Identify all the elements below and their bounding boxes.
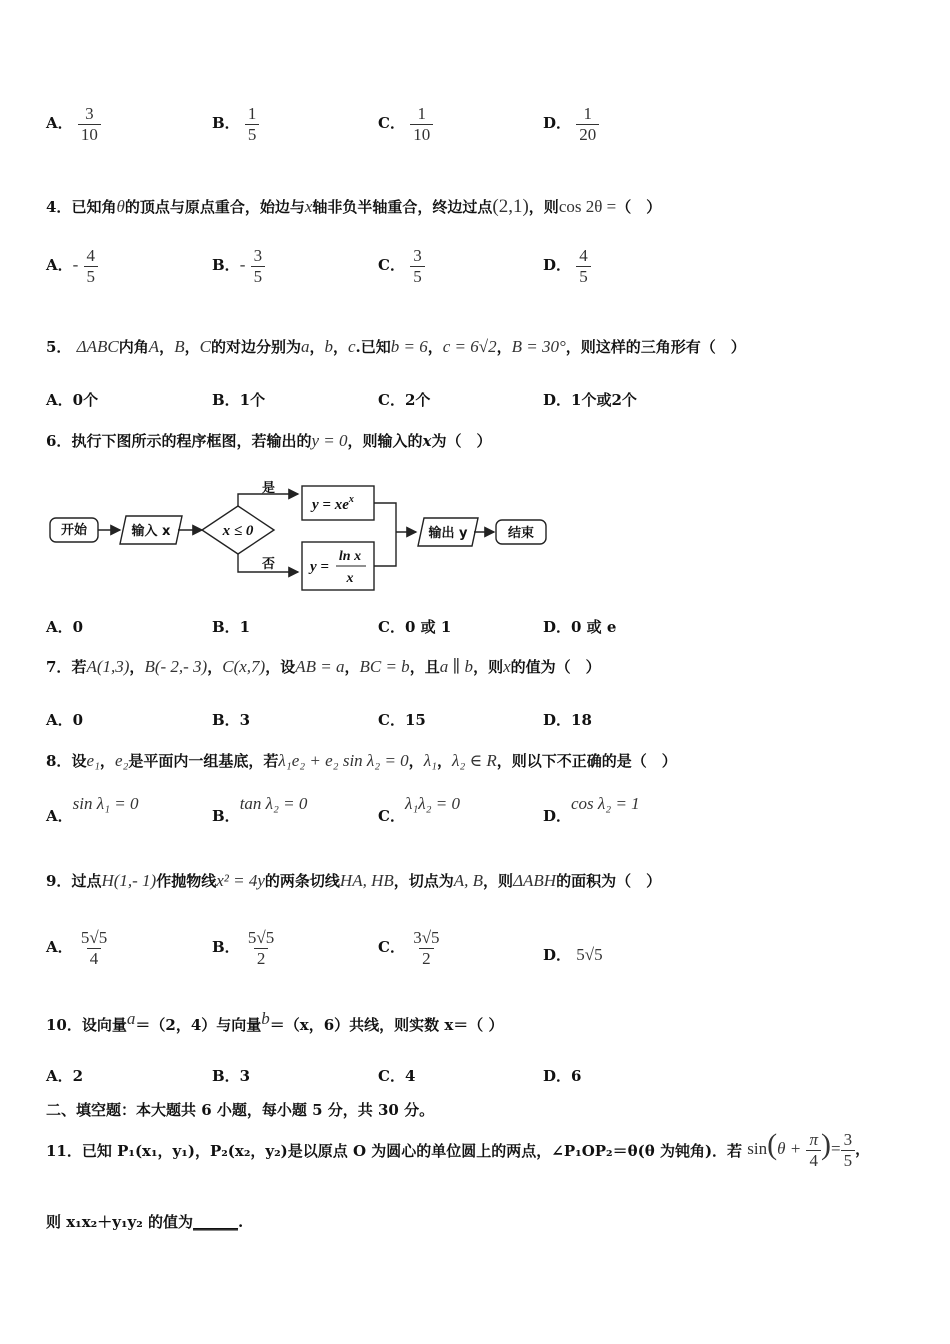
math: sin (747, 1139, 768, 1158)
text: 设 (71, 752, 87, 770)
numerator: 3 (413, 246, 422, 265)
question-11-line2 (46, 1211, 243, 1232)
q6-option-c: C．0 或 1 (378, 618, 452, 636)
text: 执行下图所示的程序框图，若输出的 (71, 432, 312, 450)
denominator: 5 (410, 266, 425, 287)
math: HA, HB (339, 871, 394, 890)
text: 轴非负半轴重合，终边过点 (312, 198, 493, 216)
fraction (78, 104, 101, 144)
math: = (830, 1139, 841, 1158)
math: a (300, 337, 310, 356)
text: ， (159, 338, 175, 356)
text: ，则输入的 (347, 432, 423, 450)
question-10 (46, 1009, 504, 1035)
q3-option-d (543, 104, 599, 144)
numerator: 5√5 (80, 928, 108, 947)
question-8: 8．设e₁，e₂是平面内一组基底，若λ₁e₂ + e₂ sin λ₂ = 0，λ₁，λ₂ ∈ R，则以下不正确的是（ ） (46, 751, 677, 770)
q6-option-d: D．0 或 e (543, 618, 617, 636)
q4-option-c (378, 246, 425, 286)
math: e₂ (114, 751, 129, 770)
math: cos 2θ = (558, 197, 617, 216)
text: 设向量 (81, 1016, 127, 1034)
q3-option-b (212, 104, 259, 144)
q9-option-a (46, 928, 110, 968)
numerator: 1 (417, 104, 426, 123)
text: 则 x₁x₂＋y₁y₂ 的值为 (46, 1213, 194, 1231)
fraction (841, 1130, 856, 1170)
option-label: D． (543, 114, 572, 133)
text: 是平面内一组基底，若 (128, 752, 279, 770)
q7-option-b: B．3 (212, 711, 251, 729)
math: λ₂ ∈ R (451, 751, 497, 770)
text: ，则以下不正确的是（ ） (496, 752, 677, 770)
option-label: B． (212, 114, 240, 133)
start-label: 开始 (60, 523, 88, 538)
math: (2,1) (492, 196, 529, 217)
sign: - (239, 255, 246, 275)
fraction (410, 928, 442, 968)
formula-1-main: y = xe (312, 497, 349, 513)
option-label: B． (212, 938, 240, 957)
numerator: 3 (843, 1129, 853, 1149)
no-label: 否 (262, 557, 276, 572)
q7-option-c: C．15 (378, 711, 426, 729)
q5-option-b: B．1个 (212, 391, 266, 409)
text: ＝（2，4）与向量 (135, 1016, 262, 1034)
option-label: A． (46, 114, 73, 133)
math: θ + (777, 1139, 802, 1158)
question-5 (46, 336, 746, 357)
numerator: 5√5 (247, 928, 275, 947)
math: λ₁ (423, 751, 437, 770)
q6-option-b: B．1 (212, 618, 251, 636)
denominator: 5 (576, 266, 591, 287)
math: cos λ₂ = 1 (571, 794, 640, 813)
output-label: 输出 y (428, 526, 468, 541)
text: 为（ ） (431, 432, 492, 450)
formula-1 (310, 494, 354, 513)
math: b (324, 337, 333, 356)
text: 若 (71, 658, 87, 676)
q10-option-a: A．2 (46, 1067, 84, 1085)
fraction (410, 246, 425, 286)
text: 过点 (71, 872, 102, 890)
formula-1-sup: x (348, 494, 354, 505)
q9-option-b (212, 928, 277, 968)
question-number: 4． (46, 198, 72, 216)
text: ，且 (409, 658, 440, 676)
question-number: 6． (46, 432, 72, 450)
q8-option-a (46, 794, 139, 826)
option-label: B． (212, 256, 240, 275)
option-label: C． (378, 807, 405, 825)
question-9 (46, 870, 661, 891)
math: B = 30° (511, 337, 566, 356)
math: A, B (453, 871, 484, 890)
q10-option-b: B．3 (212, 1067, 251, 1085)
math: A (148, 337, 160, 356)
answer-blank: ______ (193, 1213, 239, 1231)
option-label: D． (543, 807, 572, 825)
fraction (84, 246, 99, 286)
denominator: 5 (251, 266, 266, 287)
math: x (304, 197, 313, 216)
text: 内角 (118, 338, 149, 356)
text: ＝（x，6）共线，则实数 x＝（ ） (269, 1016, 504, 1034)
fraction (78, 928, 110, 968)
math: 5√5 (576, 945, 603, 964)
numerator: 1 (247, 104, 257, 123)
left-paren: ( (767, 1128, 778, 1161)
math: λ₁λ₂ = 0 (404, 794, 460, 813)
q5-option-a: A．0个 (46, 391, 99, 409)
math: ΔABH (513, 871, 557, 890)
option-label: C． (378, 256, 405, 275)
denominator: 10 (410, 124, 433, 145)
text: ，切点为 (393, 872, 454, 890)
q9-option-c (378, 928, 443, 968)
q8-option-c (378, 794, 460, 826)
text: 的值为（ ） (510, 658, 601, 676)
denominator: 2 (419, 948, 434, 969)
text: . (238, 1213, 244, 1231)
q3-option-c (378, 104, 433, 144)
math: tan λ₂ = 0 (239, 794, 308, 813)
math: C(x,7) (222, 657, 266, 676)
fraction (245, 928, 277, 968)
text: ， (184, 338, 200, 356)
q5-option-c: C．2个 (378, 391, 431, 409)
yes-label: 是 (262, 481, 276, 496)
math: y = 0 (311, 431, 348, 450)
question-number: 11． (46, 1142, 82, 1160)
numerator: 3 (85, 104, 94, 123)
math: c = 6√2 (442, 337, 497, 356)
input-label: 输入 x (131, 524, 171, 539)
text: ， (855, 1140, 871, 1158)
text: ， (309, 338, 325, 356)
math: λ₁e₂ + e₂ sin λ₂ = 0 (278, 751, 409, 770)
text: 的对边分别为 (210, 338, 301, 356)
text: 的面积为（ ） (556, 872, 662, 890)
math: B (174, 337, 185, 356)
q6-option-a: A．0 (46, 618, 84, 636)
question-number: 7． (46, 658, 72, 676)
question-7: 7．若A(1,3)，B(- 2,- 3)，C(x,7)，设AB = a，BC = b，且a ∥ b，则x的值为（ ） (46, 657, 601, 676)
denominator: 5 (841, 1150, 856, 1171)
q10-option-d: D．6 (543, 1067, 582, 1085)
denominator: 5 (84, 266, 99, 287)
option-label: A． (46, 938, 73, 957)
q8-option-b (212, 794, 308, 826)
flowchart (44, 476, 554, 596)
math: A(1,3) (86, 657, 130, 676)
option-label: C． (378, 114, 405, 133)
math: H(1,- 1) (101, 871, 157, 890)
fraction (251, 246, 266, 286)
question-number: 9． (46, 872, 72, 890)
math: c (347, 337, 356, 356)
math: e₁ (86, 751, 100, 770)
fraction (576, 246, 591, 286)
q9-option-d (543, 944, 603, 965)
math: AB = a (295, 657, 345, 676)
formula-2-den: x (346, 571, 354, 586)
option-label: D． (543, 256, 572, 275)
text: 作抛物线 (156, 872, 217, 890)
denominator: 2 (254, 948, 269, 969)
math: BC = b (359, 657, 410, 676)
end-label: 结束 (507, 526, 535, 541)
math: b (261, 1009, 270, 1028)
denominator: 20 (576, 124, 599, 145)
text: .已知 (355, 338, 391, 356)
text: 的两条切线 (264, 872, 340, 890)
question-4 (46, 196, 661, 218)
option-label: A． (46, 807, 73, 825)
question-11 (46, 1128, 870, 1170)
math: B(- 2,- 3) (144, 657, 208, 676)
q4-option-a (46, 246, 98, 286)
numerator: π (809, 1129, 818, 1149)
formula-2-num: ln x (338, 549, 362, 564)
question-number: 8． (46, 752, 72, 770)
text: ，则这样的三角形有（ ） (565, 338, 746, 356)
condition-label: x ≤ 0 (222, 523, 254, 539)
text: 已知角 (71, 198, 117, 216)
numerator: 4 (579, 246, 588, 265)
q7-option-d: D．18 (543, 711, 592, 729)
text: （ ） (616, 198, 662, 216)
option-label: A． (46, 256, 73, 275)
formula-2-lhs: y = (310, 559, 329, 575)
q8-option-d (543, 794, 640, 826)
math: x (503, 657, 511, 676)
math: a ∥ b (439, 657, 474, 676)
q4-option-d (543, 246, 591, 286)
q5-option-d: D．1个或2个 (543, 391, 637, 409)
math: θ (116, 197, 125, 216)
question-6 (46, 430, 491, 451)
math: x² = 4y (216, 871, 265, 890)
fraction (410, 104, 433, 144)
text: 已知 P₁(x₁，y₁)，P₂(x₂，y₂)是以原点 O 为圆心的单位圆上的两点，∠P₁OP₂＝θ(θ 为钝角)．若 (81, 1142, 743, 1160)
denominator: 4 (806, 1150, 821, 1171)
sign: - (72, 255, 79, 275)
numerator: 1 (583, 104, 592, 123)
denominator: 10 (78, 124, 101, 145)
math: x (422, 432, 432, 450)
numerator: 4 (86, 246, 96, 265)
math: a (126, 1009, 136, 1028)
numerator: 3√5 (413, 928, 440, 947)
text: ，设 (265, 658, 296, 676)
text: ， (427, 338, 443, 356)
text: 的顶点与原点重合，始边与 (124, 198, 305, 216)
fraction (245, 104, 260, 144)
math: sin λ₁ = 0 (72, 794, 139, 813)
q7-option-a: A．0 (46, 711, 84, 729)
q10-option-c: C．4 (378, 1067, 416, 1085)
numerator: 3 (253, 246, 263, 265)
math: b = 6 (390, 337, 428, 356)
text: ，则 (528, 198, 559, 216)
q4-option-b (212, 246, 265, 286)
text: ，则 (473, 658, 504, 676)
question-number: 5． (46, 338, 72, 356)
fraction (576, 104, 599, 144)
option-label: C． (378, 938, 405, 957)
math: C (199, 337, 211, 356)
section-heading: 二、填空题：本大题共 6 小题，每小题 5 分，共 30 分。 (46, 1101, 435, 1119)
denominator: 4 (87, 948, 102, 969)
fraction (806, 1130, 821, 1170)
q3-option-a (46, 104, 101, 144)
question-number: 10． (46, 1016, 82, 1034)
text: ， (332, 338, 348, 356)
math: ΔABC (76, 337, 119, 356)
option-label: D． (543, 946, 572, 964)
right-paren: ) (820, 1128, 831, 1161)
text: ， (496, 338, 512, 356)
denominator: 5 (245, 124, 260, 145)
text: ，则 (483, 872, 514, 890)
option-label: B． (212, 807, 240, 825)
